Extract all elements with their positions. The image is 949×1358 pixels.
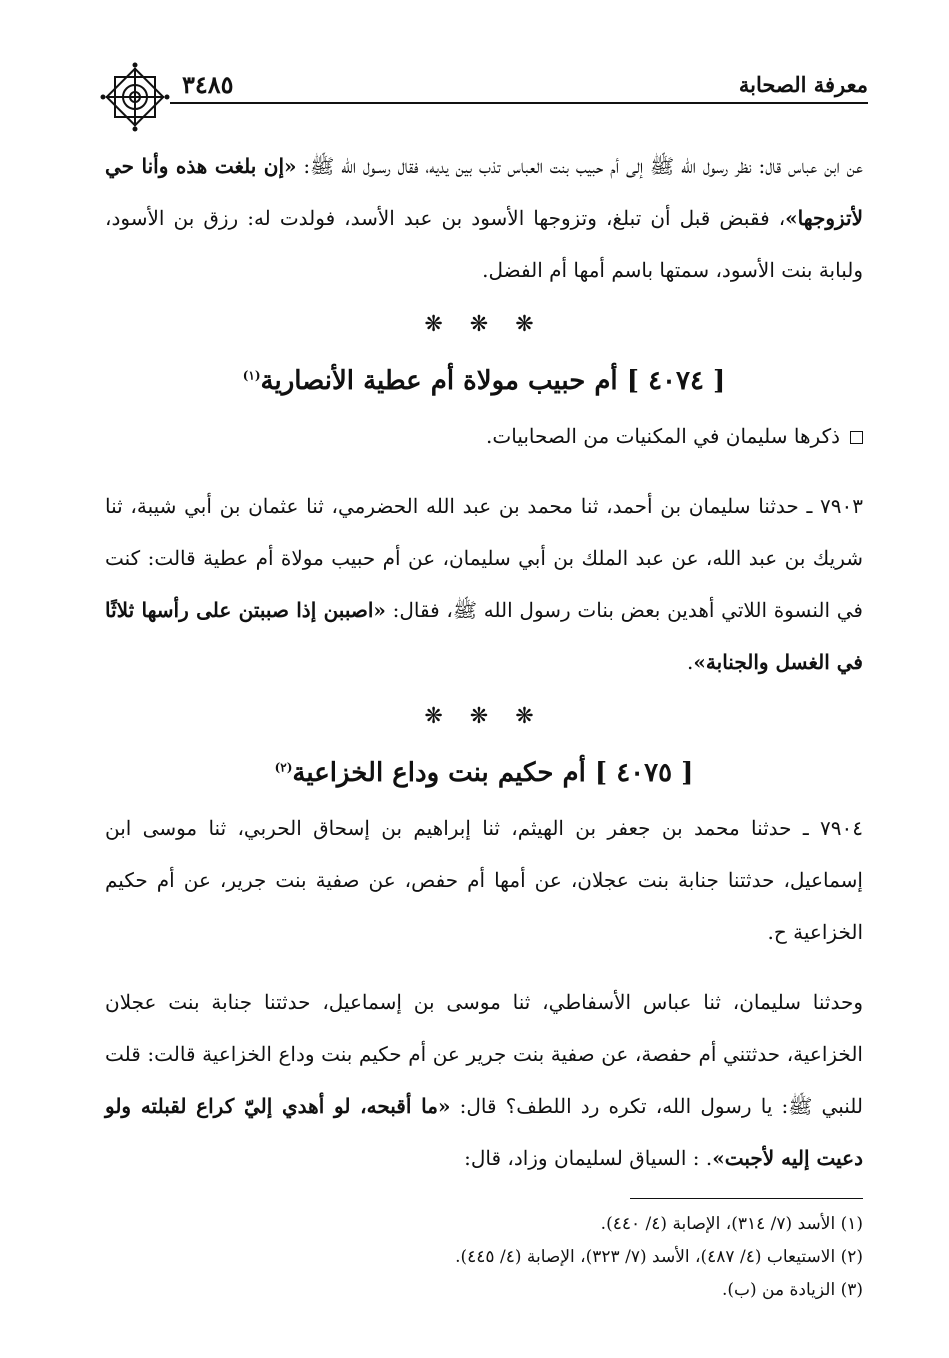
main-text	[105, 140, 863, 1184]
paragraph-intro	[105, 140, 863, 296]
second-chain-tail: . : السياق لسليمان وزاد، قال:	[464, 1146, 713, 1170]
footnote-ref-2: (٢)	[274, 760, 293, 775]
entry-heading-4074-text: [ ٤٠٧٤ ] أم حبيب مولاة أم عطية الأنصارية	[260, 366, 726, 396]
second-chain-text: وحدثنا سليمان، ثنا عباس الأسفاطي، ثنا موسى بن إسماعيل، حدثتنا جنابة بنت عجلان الخزاعية، حدثتني أم حفصة، عن صفية بنت جرير عن أم حكيم بنت وداع الخزاعية قالت: قلت للنبي ﷺ: يا رسول الله، تكره رد اللطف؟ قال:	[105, 990, 863, 1118]
hadith-7904: ٧٩٠٤ ـ حدثنا محمد بن جعفر بن الهيثم، ثنا إبراهيم بن إسحاق الحربي، ثنا موسى ابن إسماعيل، حدثتنا جنابة بنت عجلان، عن أمها أم حفص، عن صفية بنت جرير، عن أم حكيم الخزاعية ح.	[105, 816, 863, 944]
hadith-7903-quote: «اصببن إذا صببتن على رأسها ثلاثًا في الغسل والجنابة»	[105, 598, 863, 674]
entry-heading-4074	[105, 352, 863, 410]
hadith-7904-second-chain	[105, 976, 863, 1184]
intro-text: عن ابن عباس قال: نظر رسول الله ﷺ إلى أم حبيب بنت العباس تذب بين يديه، فقال رسـول الله ﷺ:	[296, 154, 863, 178]
intro-tail: ، فقبض قبل أن تبلغ، وتزوجها الأسود بن عبد الأسد، فولدت له: رزق بن الأسود، ولبابة بنت الأسود، سمتها باسم أمها أم الفضل.	[105, 206, 863, 282]
hadith-7903-text: ٧٩٠٣ ـ حدثنا سليمان بن أحمد، ثنا محمد بن عبد الله الحضرمي، ثنا عثمان بن أبي شيبة، ثنا شريك بن عبد الله، عن عبد الملك بن أبي سليمان، عن أم حبيب مولاة أم عطية قالت: كنت في النسوة اللاتي أهدين بعض بنات رسول الله ﷺ، فقال:	[105, 494, 863, 622]
spacer	[105, 462, 863, 480]
second-chain-quote: «ما أقبحه، لو أهدي إليّ كراع لقبلته ولو دعيت إليه لأجبت»	[105, 1094, 863, 1170]
footnotes	[105, 1208, 863, 1307]
section-separator: ❋ ❋ ❋	[424, 312, 544, 337]
footnote-ref-1: (١)	[242, 368, 261, 383]
entry-note	[105, 410, 863, 462]
footnote-3: (٣) الزيادة من (ب).	[721, 1280, 863, 1300]
footnote-2: (٢) الاستيعاب (٤/ ٤٨٧)، الأسد (٧/ ٣٢٣)، الإصابة (٤/ ٤٤٥).	[455, 1247, 863, 1267]
spacer	[105, 958, 863, 976]
hadith-7903	[105, 480, 863, 688]
running-title: معرفة الصحابة	[738, 72, 868, 97]
intro-quote: «إن بلغت هذه وأنا حي لأتزوجها»	[105, 154, 863, 230]
section-separator: ❋ ❋ ❋	[424, 704, 544, 729]
hadith-7903-tail: .	[687, 650, 694, 674]
header-rule	[170, 102, 868, 104]
page-header	[100, 62, 868, 132]
entry-note-text: ذكرها سليمان في المكنيات من الصحابيات.	[486, 424, 840, 448]
entry-heading-4075-text: [ ٤٠٧٥ ] أم حكيم بنت وداع الخزاعية	[292, 758, 694, 788]
page-number: ٣٤٨٥	[182, 70, 234, 99]
octagram-ornament-icon	[100, 62, 170, 132]
footnote-rule	[630, 1198, 863, 1199]
footnote-1: (١) الأسد (٧/ ٣١٤)، الإصابة (٤/ ٤٤٠).	[600, 1214, 863, 1234]
square-bullet-icon	[850, 431, 863, 444]
entry-heading-4075	[105, 744, 863, 802]
